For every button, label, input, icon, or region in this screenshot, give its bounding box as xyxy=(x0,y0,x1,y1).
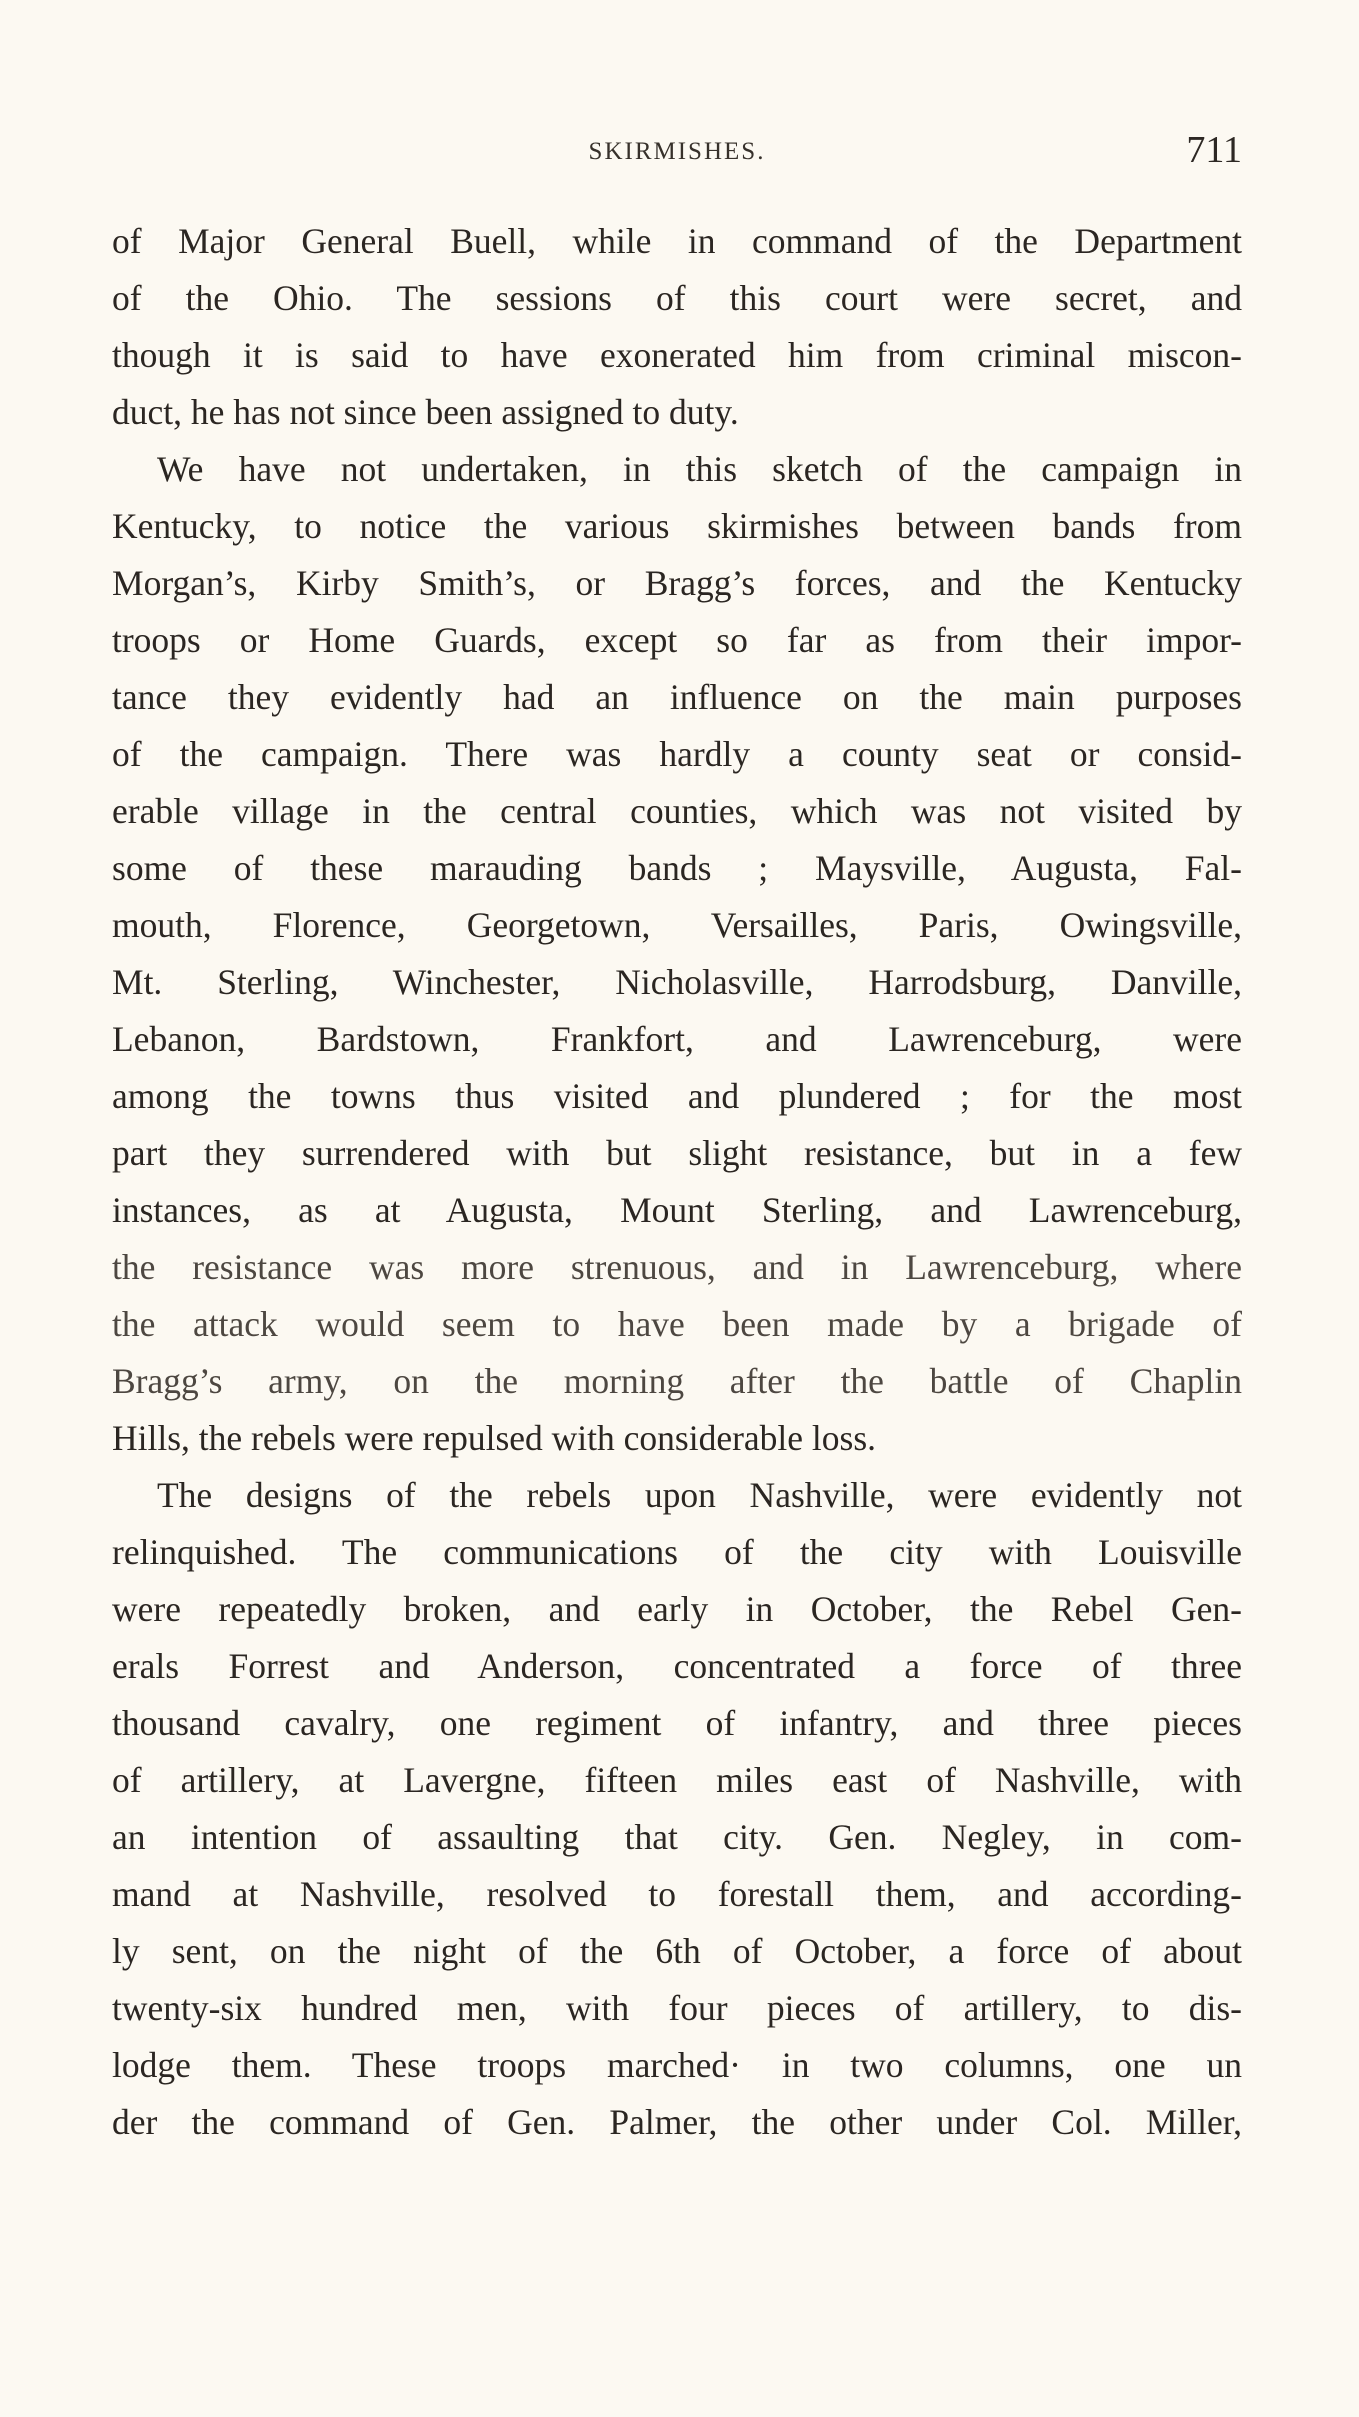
text-line-20: the attack would seem to have been made by a brigade of xyxy=(112,1304,1242,1344)
body-text xyxy=(112,213,1242,2151)
text-line-33: lodge them. These troops marched· in two columns, one un xyxy=(112,2045,1242,2085)
text-line-34: der the command of Gen. Palmer, the other under Col. Miller, xyxy=(112,2102,1242,2142)
text-line-19: the resistance was more strenuous, and in Lawrenceburg, where xyxy=(112,1247,1242,1287)
text-line-5: We have not undertaken, in this sketch of the campaign in xyxy=(157,449,1242,489)
text-line-12: some of these marauding bands ; Maysville, Augusta, Fal- xyxy=(112,848,1242,888)
text-line-29: an intention of assaulting that city. Gen. Negley, in com- xyxy=(112,1817,1242,1857)
text-line-25: were repeatedly broken, and early in October, the Rebel Gen- xyxy=(112,1589,1242,1629)
text-line-23: The designs of the rebels upon Nashville, were evidently not xyxy=(157,1475,1242,1515)
text-line-26: erals Forrest and Anderson, concentrated a force of three xyxy=(112,1646,1242,1686)
text-line-14: Mt. Sterling, Winchester, Nicholasville, Harrodsburg, Danville, xyxy=(112,962,1242,1002)
text-line-28: of artillery, at Lavergne, fifteen miles east of Nashville, with xyxy=(112,1760,1242,1800)
page-number: 711 xyxy=(1186,129,1242,171)
running-head: SKIRMISHES. xyxy=(588,138,766,165)
text-line-18: instances, as at Augusta, Mount Sterling, and Lawrenceburg, xyxy=(112,1190,1242,1230)
text-line-27: thousand cavalry, one regiment of infantry, and three pieces xyxy=(112,1703,1242,1743)
text-line-13: mouth, Florence, Georgetown, Versailles, Paris, Owingsville, xyxy=(112,905,1242,945)
text-line-24: relinquished. The communications of the city with Louisville xyxy=(112,1532,1242,1572)
text-line-22: Hills, the rebels were repulsed with considerable loss. xyxy=(112,1418,877,1458)
page-header xyxy=(112,128,1242,188)
text-line-9: tance they evidently had an influence on the main purposes xyxy=(112,677,1242,717)
text-line-21: Bragg’s army, on the morning after the battle of Chaplin xyxy=(112,1361,1242,1401)
text-line-11: erable village in the central counties, which was not visited by xyxy=(112,791,1242,831)
text-line-16: among the towns thus visited and plundered ; for the most xyxy=(112,1076,1242,1116)
text-line-31: ly sent, on the night of the 6th of October, a force of about xyxy=(112,1931,1242,1971)
text-line-7: Morgan’s, Kirby Smith’s, or Bragg’s forces, and the Kentucky xyxy=(112,563,1242,603)
text-line-8: troops or Home Guards, except so far as from their impor- xyxy=(112,620,1242,660)
text-line-3: though it is said to have exonerated him from criminal miscon- xyxy=(112,335,1242,375)
text-line-4: duct, he has not since been assigned to duty. xyxy=(112,392,739,432)
text-line-30: mand at Nashville, resolved to forestall them, and according- xyxy=(112,1874,1242,1914)
text-line-17: part they surrendered with but slight resistance, but in a few xyxy=(112,1133,1242,1173)
text-line-6: Kentucky, to notice the various skirmishes between bands from xyxy=(112,506,1242,546)
text-line-10: of the campaign. There was hardly a county seat or consid- xyxy=(112,734,1242,774)
text-line-1: of Major General Buell, while in command of the Department xyxy=(112,221,1242,261)
text-line-32: twenty-six hundred men, with four pieces of artillery, to dis- xyxy=(112,1988,1242,2028)
text-line-15: Lebanon, Bardstown, Frankfort, and Lawrenceburg, were xyxy=(112,1019,1242,1059)
text-line-2: of the Ohio. The sessions of this court were secret, and xyxy=(112,278,1242,318)
